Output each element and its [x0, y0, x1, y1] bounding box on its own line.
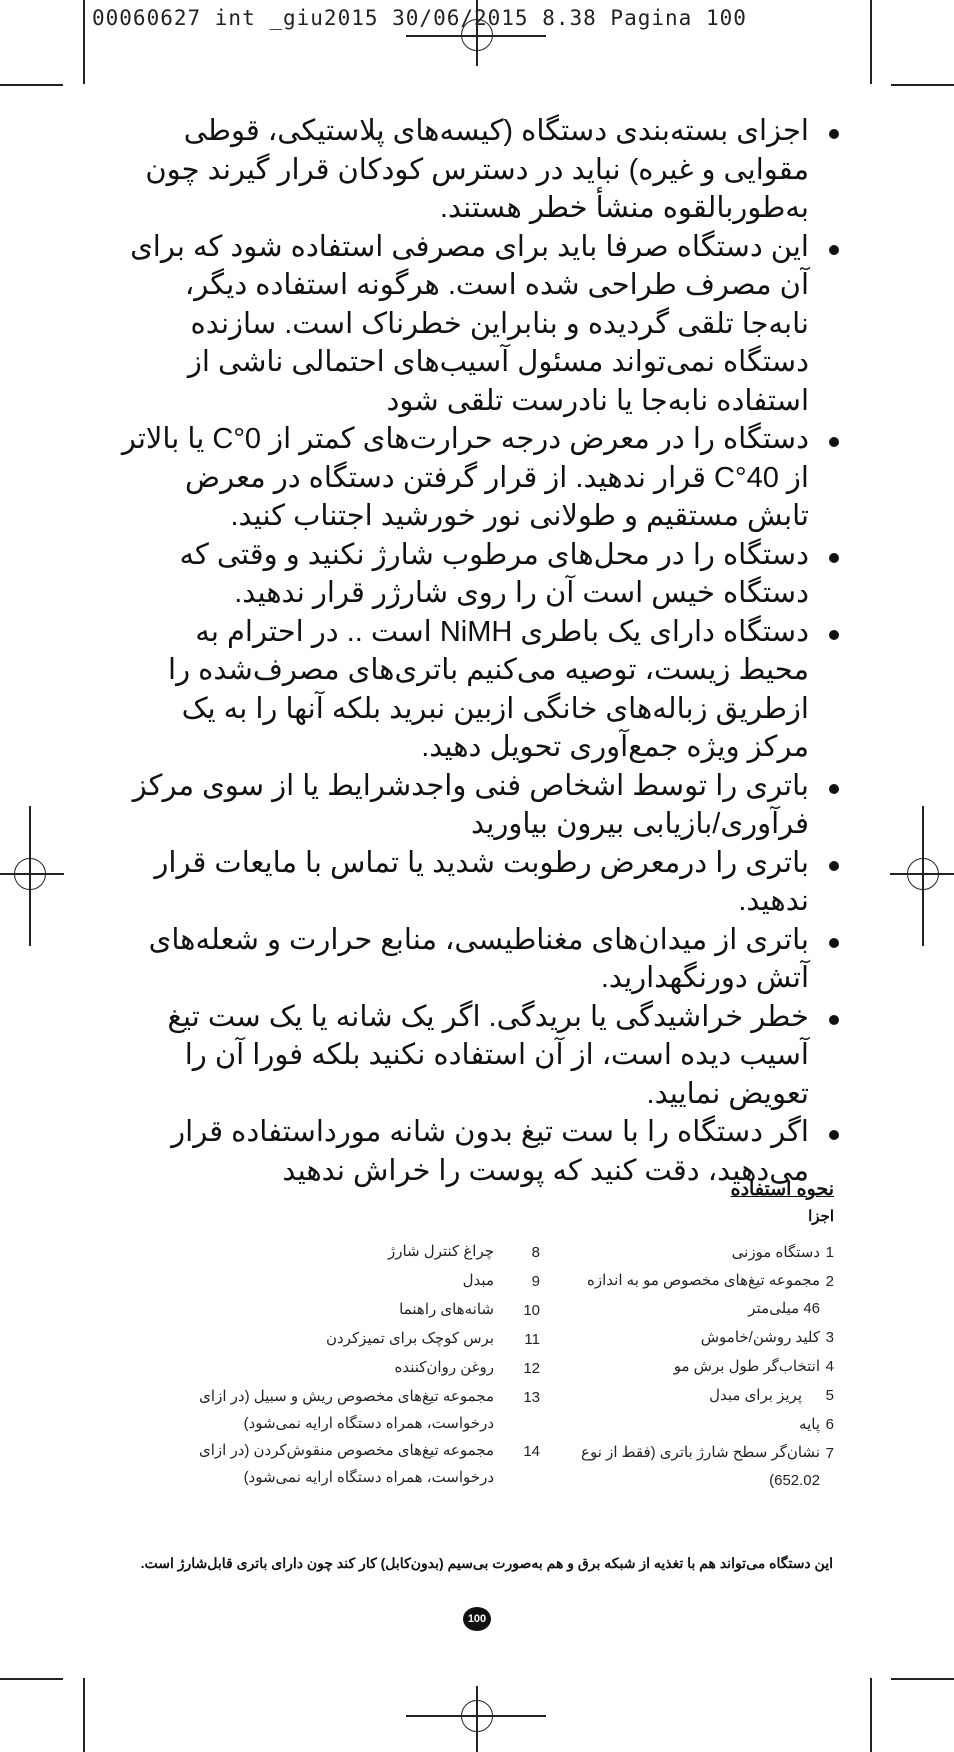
bullet-item: خطر خراشیدگی یا بریدگی. اگر یک شانه یا یک ست تیغ آسیب دیده است، از آن استفاده نکنید بلکه فورا آن را تعویض نمایید.	[118, 998, 843, 1114]
section-subtitle: اجزا	[808, 1208, 834, 1225]
bullet-item: باتری را درمعرض رطوبت شدید یا تماس با مایعات قرار ندهید.	[118, 844, 843, 921]
part-label: برس کوچک برای تمیزکردن	[326, 1330, 494, 1347]
part-label: چراغ کنترل شارژ	[388, 1243, 494, 1260]
part-number: 11	[524, 1331, 540, 1348]
part-label: پریز برای مبدل	[709, 1387, 802, 1404]
bullet-item: اگر دستگاه را با ست تیغ بدون شانه مورداستفاده قرار می‌دهید، دقت کنید که پوست را خراش ندهید	[118, 1113, 843, 1190]
part-number: 7	[825, 1445, 834, 1462]
part-item	[572, 1323, 834, 1352]
crop-mark-bottom-right-horizontal	[891, 1678, 954, 1680]
power-note: این دستگاه می‌تواند هم با تغذیه از شبکه برق و هم به‌صورت بی‌سیم (بدون‌کابل) کار کند چون دارای باتری قابل‌شارژ است.	[140, 1555, 833, 1571]
part-label: دستگاه موزنی	[731, 1244, 820, 1261]
part-label: کلید روشن/خاموش	[700, 1329, 820, 1346]
part-number: 1	[825, 1244, 834, 1261]
crop-mark-top-right-vertical	[870, 0, 872, 84]
part-item	[572, 1267, 834, 1323]
part-item	[572, 1381, 834, 1410]
bullet-item: دستگاه دارای یک باطری NiMH است .. در احترام به محیط زیست، توصیه می‌کنیم باتری‌های مصرف‌شده را ازطریق زباله‌های خانگی ازبین نبرید بلکه آنها را به یک مرکز ویژه جمع‌آوری تحویل دهید.	[118, 613, 843, 767]
crop-mark-bottom-left-horizontal	[0, 1678, 63, 1680]
bullet-item: دستگاه را در معرض درجه حرارت‌های کمتر از 0°C یا بالاتر از 40°C قرار ندهید. از قرار گرفتن دستگاه در معرض تابش مستقیم و طولانی نور خورشید اجتناب کنید.	[118, 420, 843, 536]
part-label: پایه	[799, 1416, 820, 1433]
crop-mark-bottom-right-vertical	[870, 1678, 872, 1752]
bullet-item: دستگاه را در محل‌های مرطوب شارژ نکنید و وقتی که دستگاه خیس است آن را روی شارژر قرار ندهید.	[118, 536, 843, 613]
part-number: 8	[531, 1244, 540, 1261]
part-item	[145, 1296, 540, 1325]
crop-mark-bottom-left-vertical	[83, 1678, 85, 1752]
bullet-item: این دستگاه صرفا باید برای مصرفی استفاده شود که برای آن مصرف طراحی شده است. هرگونه استفاده دیگر، نابه‌جا تلقی گردیده و بنابراین خطرناک است. سازنده دستگاه نمی‌تواند مسئول آسیب‌های احتمالی ناشی از استفاده نابه‌جا یا نادرست تلقی شود	[118, 228, 843, 421]
crop-mark-top-left-horizontal	[0, 84, 63, 86]
part-label: مجموعه تیغ‌های مخصوص ریش و سبیل (در ازای درخواست، همراه دستگاه ارایه نمی‌شود)	[199, 1388, 494, 1432]
parts-list-right	[572, 1238, 834, 1495]
part-item	[572, 1352, 834, 1381]
part-item	[145, 1383, 540, 1437]
part-number: 3	[825, 1329, 834, 1346]
part-item	[145, 1267, 540, 1296]
crop-mark-top-right-horizontal	[891, 84, 954, 86]
section-title: نحوه استفاده	[730, 1179, 834, 1200]
part-item	[145, 1354, 540, 1383]
bullet-item: اجزای بسته‌بندی دستگاه (کیسه‌های پلاستیکی، قوطی مقوایی و غیره) نباید در دسترس کودکان قرار گیرند چون به‌طوربالقوه منشأ خطر هستند.	[118, 112, 843, 228]
bullet-item: باتری از میدان‌های مغناطیسی، منابع حرارت و شعله‌های آتش دورنگهدارید.	[118, 921, 843, 998]
part-label: روغن روان‌کننده	[394, 1359, 494, 1376]
part-label: مجموعه تیغ‌های مخصوص منقوش‌کردن (در ازای درخواست، همراه دستگاه ارایه نمی‌شود)	[198, 1442, 494, 1486]
safety-bullet-list	[118, 112, 843, 1190]
part-number: 10	[523, 1302, 540, 1319]
part-number: 6	[825, 1416, 834, 1433]
part-number: 14	[523, 1443, 540, 1460]
part-label: نشان‌گر سطح شارژ باتری (فقط از نوع 652.02)	[581, 1444, 820, 1489]
part-number: 2	[825, 1273, 834, 1290]
part-label: مبدل	[462, 1272, 494, 1289]
part-label: انتخاب‌گر طول برش مو	[673, 1358, 820, 1375]
part-item	[572, 1238, 834, 1267]
part-number: 13	[523, 1389, 540, 1406]
part-item	[572, 1410, 834, 1439]
part-item	[572, 1439, 834, 1495]
part-number: 4	[825, 1358, 834, 1375]
parts-list-left	[145, 1238, 540, 1491]
part-number: 12	[523, 1360, 540, 1377]
part-number: 9	[531, 1273, 540, 1290]
part-number: 5	[825, 1387, 834, 1404]
bullet-item: باتری را توسط اشخاص فنی واجدشرایط یا از سوی مرکز فرآوری/بازیابی بیرون بیاورید	[118, 767, 843, 844]
part-label: مجموعه تیغ‌های مخصوص مو به اندازه 46 میلی‌متر	[587, 1272, 820, 1317]
part-label: شانه‌های راهنما	[399, 1301, 494, 1318]
part-item	[145, 1238, 540, 1267]
part-item	[145, 1325, 540, 1354]
crop-mark-top-left-vertical	[83, 0, 85, 84]
page-number-badge: 100	[463, 1607, 491, 1631]
print-slug: 00060627 int _giu2015 30/06/2015 8.38 Pagina 100	[92, 6, 747, 30]
part-item	[145, 1437, 540, 1491]
